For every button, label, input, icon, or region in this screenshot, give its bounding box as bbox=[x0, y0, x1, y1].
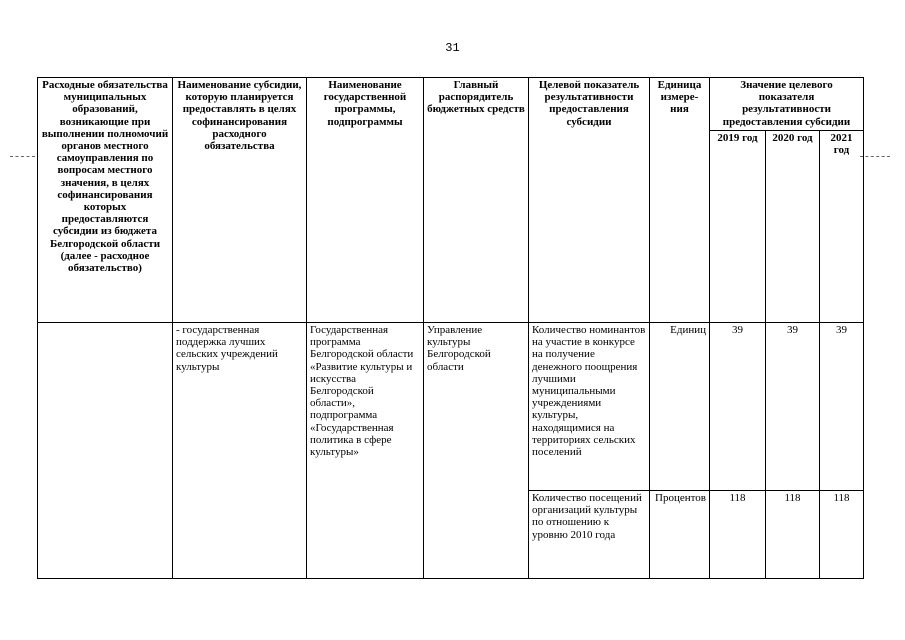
scan-artifact-line bbox=[860, 156, 890, 157]
row-subsidy-name: - государственная поддержка лучших сельских учреждений культуры bbox=[173, 323, 307, 579]
row-indicator-2: Количество посещений организаций культуры по отношению к уровню 2010 года bbox=[529, 491, 650, 579]
header-unit: Единица измере- ния bbox=[650, 78, 710, 323]
page-number: 31 bbox=[445, 41, 460, 55]
row-indicator: Количество номинантов на участие в конкурсе на получение денежного поощрения лучшими муниципальными учреждениями культуры, находящимися на территориях сельских поселений bbox=[529, 323, 650, 491]
row-value-2019-2: 118 bbox=[710, 491, 766, 579]
row-obligation-cell bbox=[38, 323, 173, 579]
header-target-values: Значение целевого показателя результативности предоставления субсидии bbox=[710, 78, 864, 131]
scan-artifact-line bbox=[10, 156, 35, 157]
row-administrator: Управление культуры Белгородской области bbox=[424, 323, 529, 579]
row-value-2020-2: 118 bbox=[766, 491, 820, 579]
row-unit: Единиц bbox=[650, 323, 710, 491]
header-year-2021: 2021 год bbox=[820, 131, 864, 323]
header-year-2019: 2019 год bbox=[710, 131, 766, 323]
row-value-2019: 39 bbox=[710, 323, 766, 491]
header-program-name: Наименование государственной программы, подпрограммы bbox=[307, 78, 424, 323]
header-administrator: Главный распорядитель бюджетных средств bbox=[424, 78, 529, 323]
row-program-name: Государственная программа Белгородской области «Развитие культуры и искусства Белгородской области», подпрограмма «Государственная политика в сфере культуры» bbox=[307, 323, 424, 579]
header-target-indicator: Целевой показатель результативности предоставления субсидии bbox=[529, 78, 650, 323]
header-year-2020: 2020 год bbox=[766, 131, 820, 323]
row-value-2021-2: 118 bbox=[820, 491, 864, 579]
header-subsidy-name: Наименование субсидии, которую планируется предоставлять в целях софинансирования расходного обязательства bbox=[173, 78, 307, 323]
row-value-2020: 39 bbox=[766, 323, 820, 491]
subsidy-table bbox=[37, 77, 864, 579]
header-obligation: Расходные обязательства муниципальных образований, возникающие при выполнении полномочий органов местного самоуправления по вопросам местного значения, в целях софинансирования которых предоставляются субсидии из бюджета Белгородской области (далее - расходное обязательство) bbox=[38, 78, 173, 323]
row-value-2021: 39 bbox=[820, 323, 864, 491]
row-unit-2: Процентов bbox=[650, 491, 710, 579]
